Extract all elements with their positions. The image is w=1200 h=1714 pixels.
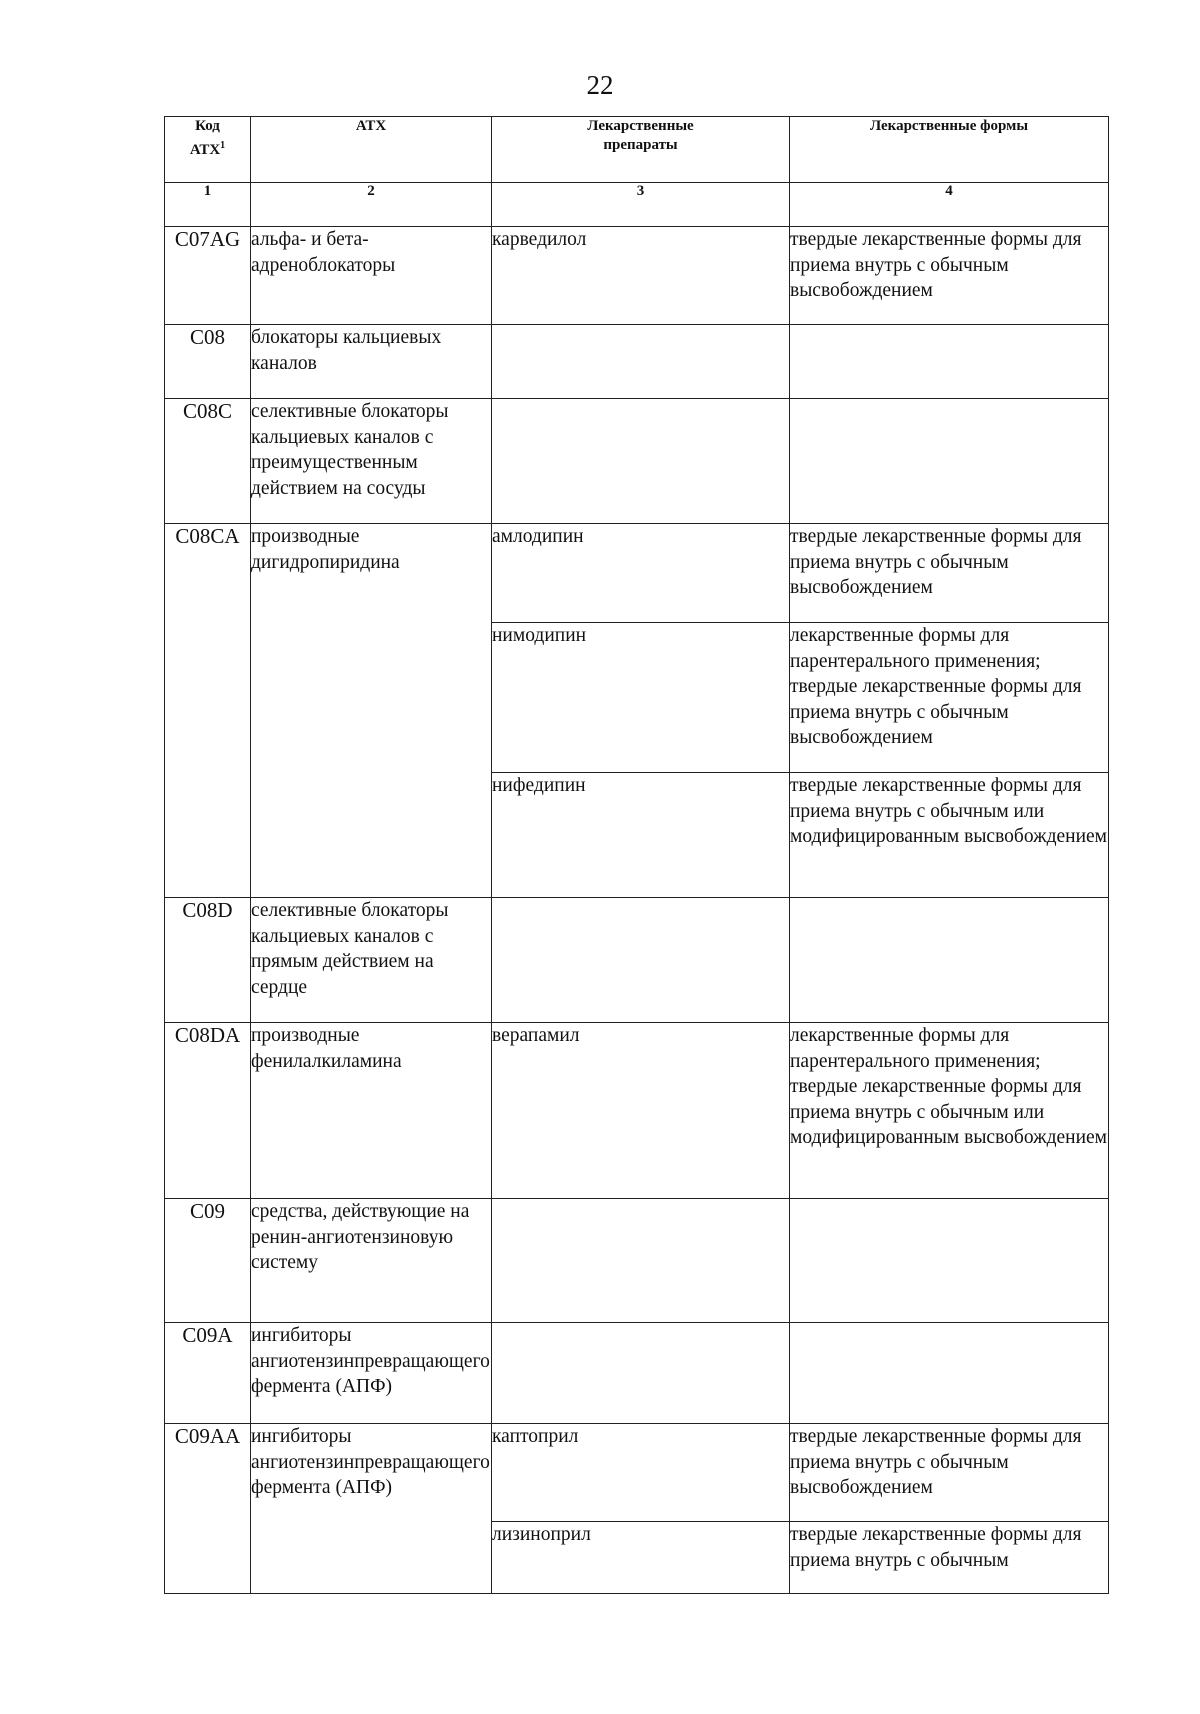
atx-name-cell: ингибиторы ангиотензинпревращающего фермента (АПФ) [251,1424,492,1594]
atx-name-cell: селективные блокаторы кальциевых каналов с прямым действием на сердце [251,898,492,1023]
table-row [165,1199,1109,1323]
dosage-form-cell: твердые лекарственные формы для приема внутрь с обычным [790,1522,1109,1594]
drug-name-cell [492,399,790,524]
drug-name-cell: амлодипин [492,524,790,623]
column-number: 3 [492,183,790,227]
atx-code-cell: C08D [165,898,251,1023]
drug-name-cell [492,1199,790,1323]
table-row [165,1323,1109,1424]
atx-code-cell: C08 [165,325,251,399]
atx-code-cell: C09A [165,1323,251,1424]
atx-name-cell: производные дигидропиридина [251,524,492,898]
atx-code-cell: C08CA [165,524,251,898]
table-row [165,227,1109,325]
atx-name-cell: ингибиторы ангиотензинпревращающего фермента (АПФ) [251,1323,492,1424]
header-atx-code [165,117,251,183]
drug-name-cell [492,325,790,399]
drug-name-cell: карведилол [492,227,790,325]
page-number: 22 [586,70,614,100]
drug-name-cell: нимодипин [492,623,790,773]
table-row [165,524,1109,623]
atx-name-cell: блокаторы кальциевых каналов [251,325,492,399]
column-number: 2 [251,183,492,227]
drug-name-cell: каптоприл [492,1424,790,1522]
atx-code-cell: C07AG [165,227,251,325]
dosage-form-cell [790,325,1109,399]
column-number-row [165,183,1109,227]
header-drugs [492,117,790,183]
dosage-form-cell [790,898,1109,1023]
footnote-marker: 1 [220,140,226,151]
atx-name-cell: альфа- и бета-адреноблокаторы [251,227,492,325]
atx-name-cell: средства, действующие на ренин-ангиотензиновую систему [251,1199,492,1323]
atx-name-cell: селективные блокаторы кальциевых каналов с преимущественным действием на сосуды [251,399,492,524]
column-number: 4 [790,183,1109,227]
header-drugs-line2: препараты [603,137,678,153]
atx-code-cell: C08DA [165,1023,251,1199]
atx-code-cell: C09 [165,1199,251,1323]
header-dosage-forms: Лекарственные формы [790,117,1109,183]
drug-name-cell: лизиноприл [492,1522,790,1594]
atx-code-cell: C08C [165,399,251,524]
header-atx: АТХ [251,117,492,183]
dosage-form-cell [790,1323,1109,1424]
header-drugs-line1: Лекарственные [587,118,694,134]
dosage-form-cell: твердые лекарственные формы для приема внутрь с обычным или модифицированным высвобождением [790,773,1109,898]
dosage-form-cell: твердые лекарственные формы для приема внутрь с обычным высвобождением [790,524,1109,623]
table-header-row [165,117,1109,183]
column-number: 1 [165,183,251,227]
table-row [165,399,1109,524]
dosage-form-cell [790,1199,1109,1323]
atx-code-cell: C09AA [165,1424,251,1594]
dosage-form-cell: твердые лекарственные формы для приема внутрь с обычным высвобождением [790,1424,1109,1522]
table-row [165,1023,1109,1199]
drug-name-cell: нифедипин [492,773,790,898]
header-code-line2: АТХ [189,142,221,158]
header-code-line1: Код [195,118,220,134]
drug-name-cell: верапамил [492,1023,790,1199]
dosage-form-cell: твердые лекарственные формы для приема внутрь с обычным высвобождением [790,227,1109,325]
drug-name-cell [492,898,790,1023]
drug-name-cell [492,1323,790,1424]
table-row [165,1424,1109,1522]
atx-name-cell: производные фенилалкиламина [251,1023,492,1199]
table-row [165,898,1109,1023]
table-row [165,325,1109,399]
dosage-form-cell: лекарственные формы для парентерального применения; твердые лекарственные формы для приема внутрь с обычным или модифицированным высвобождением [790,1023,1109,1199]
dosage-form-cell: лекарственные формы для парентерального применения; твердые лекарственные формы для приема внутрь с обычным высвобождением [790,623,1109,773]
atx-drug-table [164,116,1109,1594]
dosage-form-cell [790,399,1109,524]
